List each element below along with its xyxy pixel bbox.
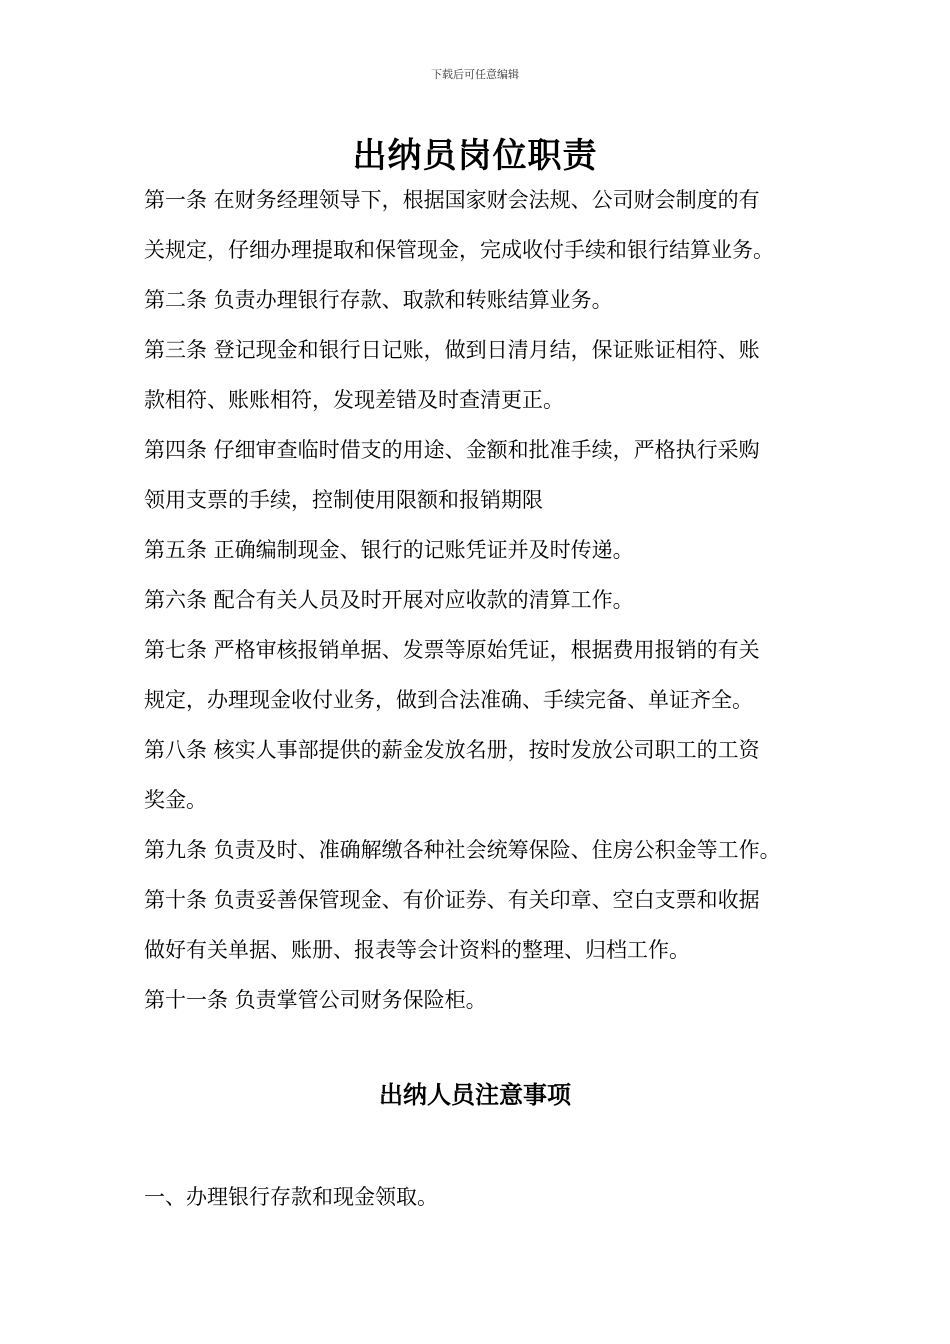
text-line: 第四条 仔细审查临时借支的用途、金额和批准手续，严格执行采购 xyxy=(144,438,760,462)
text-line: 领用支票的手续，控制使用限额和报销期限 xyxy=(144,488,543,512)
text-line: 第八条 核实人事部提供的薪金发放名册，按时发放公司职工的工资 xyxy=(144,738,760,762)
duties-body xyxy=(144,175,814,1025)
text-line: 第一条 在财务经理领导下，根据国家财会法规、公司财会制度的有 xyxy=(144,188,760,212)
text-line: 第三条 登记现金和银行日记账，做到日清月结，保证账证相符、账 xyxy=(144,338,760,362)
section-heading: 出纳人员注意事项 xyxy=(379,1081,571,1109)
text-line: 奖金。 xyxy=(144,788,207,812)
text-line: 款相符、账账相符，发现差错及时查清更正。 xyxy=(144,388,564,412)
section-item-one: 一、办理银行存款和现金领取。 xyxy=(144,1185,438,1209)
text-line: 第六条 配合有关人员及时开展对应收款的清算工作。 xyxy=(144,588,634,612)
page-title: 出纳员岗位职责 xyxy=(352,136,598,176)
text-line: 做好有关单据、账册、报表等会计资料的整理、归档工作。 xyxy=(144,938,690,962)
text-line: 规定，办理现金收付业务，做到合法准确、手续完备、单证齐全。 xyxy=(144,688,753,712)
text-line: 第七条 严格审核报销单据、发票等原始凭证，根据费用报销的有关 xyxy=(144,638,760,662)
text-line: 第二条 负责办理银行存款、取款和转账结算业务。 xyxy=(144,288,613,312)
text-line: 第五条 正确编制现金、银行的记账凭证并及时传递。 xyxy=(144,538,634,562)
text-line: 第十条 负责妥善保管现金、有价证券、有关印章、空白支票和收据 xyxy=(144,888,760,912)
text-line: 关规定，仔细办理提取和保管现金，完成收付手续和银行结算业务。 xyxy=(144,238,774,262)
text-line: 第十一条 负责掌管公司财务保险柜。 xyxy=(144,988,487,1012)
header-note: 下载后可任意编辑 xyxy=(431,68,519,81)
text-line: 第九条 负责及时、准确解缴各种社会统筹保险、住房公积金等工作。 xyxy=(144,838,781,862)
